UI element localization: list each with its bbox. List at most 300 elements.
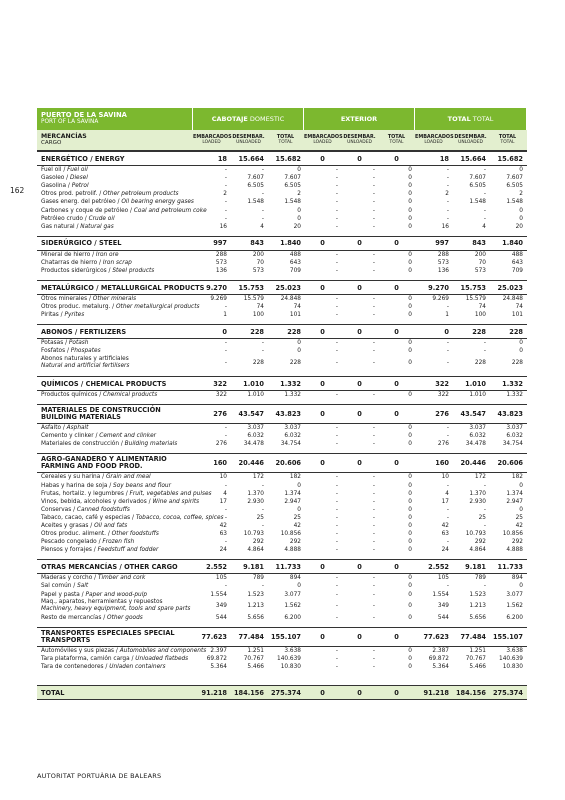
item-row (37, 432, 527, 440)
item-row (37, 582, 527, 590)
value-cell: 140.639 (277, 656, 301, 663)
value-cell: 34.478 (243, 441, 264, 448)
item-label (37, 268, 193, 274)
page-number: 162 (10, 186, 25, 195)
value-cell: 101 (289, 312, 301, 319)
value-cell: 6.505 (247, 183, 264, 190)
item-row (37, 223, 527, 231)
value-cell: 1.548 (506, 199, 523, 206)
value-cell: 1.562 (506, 603, 523, 610)
value-cell: 1.548 (284, 199, 301, 206)
value-cell: - (372, 603, 375, 610)
column-header-en: LOADED (202, 140, 221, 145)
column-header-es: TOTAL (498, 134, 517, 140)
value-cell: - (335, 207, 338, 214)
item-row (37, 538, 527, 546)
column-header-en: UNLOADED (458, 140, 483, 145)
value-cell: 0 (297, 167, 301, 174)
item-row (37, 440, 527, 448)
value-cell: 0 (519, 340, 523, 347)
item-row (37, 174, 527, 182)
item-row (37, 251, 527, 259)
value-cell: 228 (472, 327, 486, 336)
item-label-es: Chatarras de hierro / (41, 259, 103, 266)
value-cell: 228 (250, 327, 264, 336)
value-cell: 1.332 (280, 379, 301, 388)
item-label-es: Pescado congelado / (41, 539, 103, 546)
item-label-es: Gases energ. del petróleo / (41, 199, 122, 206)
value-cell: 15.682 (275, 154, 301, 163)
value-cell: 6.505 (284, 183, 301, 190)
item-label (37, 648, 207, 655)
group-exterior (304, 108, 415, 130)
value-cell: - (335, 191, 338, 198)
value-cell: - (372, 433, 375, 440)
value-cell: 0 (408, 340, 412, 347)
category-label: OTRAS MERCANCÍAS / OTHER CARGO (41, 562, 178, 571)
item-label (37, 304, 200, 311)
item-label-es: Maq., aparatos, herramientas y repuestos (41, 599, 163, 606)
value-cell: - (372, 304, 375, 311)
value-cell: 0 (408, 498, 412, 505)
value-cell: 15.664 (460, 154, 486, 163)
category-label: TRANSPORTES ESPECIALES SPECIAL TRANSPORTS (41, 629, 175, 645)
value-cell: - (224, 583, 227, 590)
item-label (37, 167, 193, 173)
item-label-en: Unladen containers (109, 664, 166, 671)
item-label (37, 547, 193, 553)
column-header-es: EMBARCADOS (304, 134, 343, 140)
item-label-en: Other metallurgical products (115, 304, 200, 311)
value-cell: 100 (474, 312, 486, 319)
value-cell: - (446, 539, 449, 546)
value-cell: 2.947 (284, 498, 301, 505)
item-label (37, 575, 193, 581)
item-label-en: Automobiles and components (119, 648, 207, 655)
column-header (452, 130, 489, 150)
item-label (37, 433, 193, 439)
value-cell: 0 (408, 433, 412, 440)
column-header-en: LOADED (424, 140, 443, 145)
column-header (230, 130, 267, 150)
value-cell: 1.562 (284, 603, 301, 610)
value-cell: 9.181 (465, 562, 486, 571)
value-cell: 16 (219, 223, 227, 230)
value-cell: 1.010 (469, 392, 486, 399)
item-label-es: Maderas y corcho / (41, 575, 98, 582)
value-cell: 5.364 (210, 664, 227, 671)
value-cell: 6.505 (506, 183, 523, 190)
value-cell: 0 (357, 239, 362, 248)
column-header-es: EMBARCADOS (193, 134, 232, 140)
item-label-es: Materiales de construcción / (41, 441, 125, 448)
value-cell: 182 (289, 474, 301, 481)
value-cell: 10.856 (280, 531, 301, 538)
value-cell: - (335, 615, 338, 622)
value-cell: 1 (223, 312, 227, 319)
value-cell: 488 (289, 251, 301, 258)
value-cell: 0 (519, 348, 523, 355)
item-label-en: Oil and fats (94, 522, 128, 529)
value-cell: - (446, 360, 449, 367)
value-cell: - (372, 223, 375, 230)
table-header (37, 108, 527, 130)
item-label-en: Building materials (124, 441, 178, 448)
item-label-en: Fuel oil (67, 167, 88, 174)
value-cell: 0 (408, 539, 412, 546)
value-cell: - (446, 304, 449, 311)
item-label-en: Diesel (69, 175, 88, 182)
column-header-es: TOTAL (387, 134, 406, 140)
item-label-en: Potash (68, 340, 89, 347)
item-label (37, 592, 193, 598)
category-row (37, 559, 527, 574)
item-label-es: Petróleo crudo / (41, 215, 89, 222)
value-cell: 70 (256, 259, 264, 266)
value-cell: 77.623 (201, 633, 227, 642)
value-cell: - (335, 259, 338, 266)
value-cell: - (335, 267, 338, 274)
item-label-en: Timber and cork (97, 575, 146, 582)
value-cell: - (446, 514, 449, 521)
value-cell: 0 (357, 154, 362, 163)
group-cabotaje (193, 108, 304, 130)
value-cell: - (335, 348, 338, 355)
value-cell: 15.579 (465, 296, 486, 303)
value-cell: 2 (223, 191, 227, 198)
item-label-es: Sal común / (41, 583, 78, 590)
value-cell: 0 (394, 688, 399, 697)
value-cell: 275.374 (492, 688, 523, 697)
item-label (37, 356, 193, 370)
value-cell: - (261, 348, 264, 355)
value-cell: 0 (408, 591, 412, 598)
value-cell: 643 (289, 259, 301, 266)
value-cell: 1.010 (465, 379, 486, 388)
value-cell: - (335, 490, 338, 497)
value-cell: 0 (408, 191, 412, 198)
value-cell: - (483, 506, 486, 513)
value-cell: 43.547 (460, 410, 486, 419)
value-cell: - (335, 506, 338, 513)
value-cell: 6.032 (284, 433, 301, 440)
value-cell: 0 (394, 633, 399, 642)
value-cell: 91.218 (423, 688, 449, 697)
value-cell: 544 (215, 615, 227, 622)
value-cell: 292 (511, 539, 523, 546)
item-label-en: Natural and artificial fertilisers (41, 363, 130, 370)
value-cell: - (335, 392, 338, 399)
value-cell: 0 (408, 531, 412, 538)
item-row (37, 599, 527, 615)
item-label-es: Resto de mercancías / (41, 615, 107, 622)
value-cell: - (372, 215, 375, 222)
value-cell: 349 (215, 603, 227, 610)
value-cell: 349 (437, 603, 449, 610)
value-cell: 7.607 (284, 175, 301, 182)
value-cell: - (261, 482, 264, 489)
item-label-es: Aceites y grasas / (41, 522, 95, 529)
item-label-en: Phospates (70, 348, 101, 355)
item-label-en: Coal and petroleum coke (133, 207, 207, 214)
value-cell: 0 (357, 379, 362, 388)
item-row (37, 473, 527, 481)
item-label (37, 224, 193, 230)
item-label-es: Piritas / (41, 312, 65, 319)
group-total (415, 108, 526, 130)
value-cell: 573 (474, 267, 486, 274)
value-cell: - (335, 167, 338, 174)
value-cell: 0 (519, 215, 523, 222)
value-cell: 0 (320, 410, 325, 419)
value-cell: - (224, 482, 227, 489)
value-cell: 6.032 (506, 433, 523, 440)
value-cell: 0 (394, 154, 399, 163)
value-cell: - (446, 175, 449, 182)
item-label (37, 474, 193, 480)
value-cell: 6.200 (506, 615, 523, 622)
item-label (37, 252, 193, 258)
value-cell: 0 (408, 664, 412, 671)
category-label: SIDERÚRGICO / STEEL (41, 239, 122, 248)
item-label (37, 664, 193, 670)
value-cell: - (224, 175, 227, 182)
item-label (37, 490, 212, 497)
item-label-en: Iron scrap (102, 259, 132, 266)
value-cell: - (446, 348, 449, 355)
value-cell: 1.251 (247, 648, 264, 655)
value-cell: 77.484 (460, 633, 486, 642)
value-cell: 2.930 (247, 498, 264, 505)
value-cell: 4.888 (284, 547, 301, 554)
column-header (193, 130, 230, 150)
item-row (37, 339, 527, 347)
value-cell: - (261, 167, 264, 174)
value-cell: 43.547 (238, 410, 264, 419)
value-cell: 184.156 (233, 688, 264, 697)
category-row (37, 280, 527, 295)
value-cell: 172 (252, 474, 264, 481)
column-header-en: UNLOADED (236, 140, 261, 145)
item-label-en: Soy beans and flour (113, 482, 171, 489)
value-cell: - (372, 167, 375, 174)
value-cell: - (335, 547, 338, 554)
value-cell: 5.364 (432, 664, 449, 671)
item-row (37, 215, 527, 223)
item-label-en: Pyrites (64, 312, 85, 319)
value-cell: 4.888 (506, 547, 523, 554)
value-cell: 0 (320, 154, 325, 163)
value-cell: 4.864 (469, 547, 486, 554)
value-cell: 17 (219, 498, 227, 505)
column-header-es: EMBARCADOS (415, 134, 454, 140)
total-label: TOTAL (447, 115, 471, 123)
value-cell: 0 (408, 648, 412, 655)
item-label-es: Otros prod. petrolif. / (41, 191, 103, 198)
value-cell: 0 (519, 506, 523, 513)
value-cell: 4.864 (247, 547, 264, 554)
value-cell: 4 (445, 490, 449, 497)
value-cell: - (224, 360, 227, 367)
value-cell: 288 (215, 251, 227, 258)
value-cell: 63 (219, 531, 227, 538)
value-cell: - (446, 433, 449, 440)
category-row (37, 151, 527, 166)
value-cell: - (372, 183, 375, 190)
item-label-es: Otros minerales / (41, 296, 93, 303)
value-cell: - (372, 498, 375, 505)
item-label-en: Unloaded flatbeds (135, 656, 189, 663)
item-label (37, 441, 193, 447)
value-cell: - (261, 340, 264, 347)
value-cell: 15.682 (497, 154, 523, 163)
item-row (37, 206, 527, 214)
total-row (37, 685, 527, 700)
value-cell: 25.023 (275, 283, 301, 292)
value-cell: 0 (408, 522, 412, 529)
item-row (37, 347, 527, 355)
item-label (37, 539, 193, 545)
item-label-es: Productos químicos / (41, 392, 104, 399)
value-cell: 63 (441, 531, 449, 538)
item-label-en: Asphalt (66, 425, 89, 432)
value-cell: 0 (357, 562, 362, 571)
value-cell: 1.251 (469, 648, 486, 655)
item-label-en: Tobacco, cocoa, coffee, spices (135, 514, 224, 521)
value-cell: 74 (256, 304, 264, 311)
item-label-en: Steel products (112, 267, 155, 274)
item-label-es: Cemento y clinker / (41, 433, 100, 440)
item-label (37, 296, 193, 302)
category-row (37, 453, 527, 473)
value-cell: 1.010 (243, 379, 264, 388)
value-cell: - (446, 207, 449, 214)
value-cell: 24 (441, 547, 449, 554)
value-cell: 1.523 (247, 591, 264, 598)
category-label: AGRO-GANADERO Y ALIMENTARIO FARMING AND FOOD PROD. (41, 455, 167, 471)
value-cell: 1.554 (210, 591, 227, 598)
column-header (378, 130, 415, 150)
column-header-en: TOTAL (278, 140, 293, 145)
value-cell: 0 (394, 239, 399, 248)
item-label-es: Tabaco, cacao, café y especias / (41, 514, 136, 521)
value-cell: 0 (408, 312, 412, 319)
value-cell: - (372, 259, 375, 266)
value-cell: - (372, 392, 375, 399)
value-cell: - (372, 490, 375, 497)
item-label-en: Grain and meal (105, 474, 151, 481)
value-cell: 1.370 (469, 490, 486, 497)
value-cell: 997 (213, 239, 227, 248)
value-cell: - (335, 656, 338, 663)
value-cell: - (483, 191, 486, 198)
value-cell: - (261, 215, 264, 222)
cargo-table (37, 108, 527, 700)
value-cell: 0 (320, 327, 325, 336)
value-cell: 34.478 (465, 441, 486, 448)
value-cell: 0 (519, 482, 523, 489)
value-cell: 20.446 (460, 459, 486, 468)
value-cell: 18 (439, 154, 449, 163)
value-cell: 0 (519, 207, 523, 214)
item-label-en: Chemical products (103, 392, 158, 399)
value-cell: - (335, 648, 338, 655)
value-cell: 105 (215, 575, 227, 582)
item-label-en: Canned foodstuffs (76, 506, 130, 513)
value-cell: 573 (215, 259, 227, 266)
value-cell: 275.374 (270, 688, 301, 697)
item-label (37, 199, 193, 205)
value-cell: 18 (217, 154, 227, 163)
value-cell: - (335, 539, 338, 546)
category-label: QUÍMICOS / CHEMICAL PRODUCTS (41, 379, 167, 388)
column-header (267, 130, 304, 150)
value-cell: 3.638 (284, 648, 301, 655)
total-sublabel: TOTAL (472, 115, 494, 123)
value-cell: - (372, 664, 375, 671)
item-row (37, 259, 527, 267)
item-row (37, 311, 527, 319)
value-cell: - (372, 531, 375, 538)
item-label-es: Habas y harina de soja / (41, 482, 114, 489)
value-cell: - (372, 656, 375, 663)
value-cell: 160 (213, 459, 227, 468)
item-label-es: Gasolina / (41, 183, 72, 190)
value-cell: 42 (219, 522, 227, 529)
item-label-es: Fosfatos / (41, 348, 71, 355)
item-label-en: Fruit, vegetables and pulses (129, 490, 212, 497)
value-cell: - (446, 506, 449, 513)
value-cell: 1.840 (280, 239, 301, 248)
value-cell: 1.213 (247, 603, 264, 610)
item-row (37, 267, 527, 275)
value-cell: 0 (320, 633, 325, 642)
value-cell: - (372, 207, 375, 214)
value-cell: 20 (515, 223, 523, 230)
value-cell: 3.037 (284, 425, 301, 432)
category-row (37, 627, 527, 647)
value-cell: - (372, 191, 375, 198)
item-label-es: Productos siderúrgicos / (41, 267, 113, 274)
value-cell: 20.606 (497, 459, 523, 468)
item-label-es: Mineral de hierro / (41, 251, 96, 258)
value-cell: 4 (482, 223, 486, 230)
item-row (37, 424, 527, 432)
item-row (37, 303, 527, 311)
value-cell: 4 (260, 223, 264, 230)
value-cell: 0 (408, 603, 412, 610)
value-cell: - (224, 348, 227, 355)
value-cell: 0 (297, 506, 301, 513)
value-cell: - (335, 575, 338, 582)
item-label-es: Abonos naturales y artificiales (41, 356, 129, 363)
value-cell: 182 (511, 474, 523, 481)
value-cell: 789 (252, 575, 264, 582)
value-cell: 0 (408, 296, 412, 303)
item-label-es: Conservas / (41, 506, 77, 513)
category-label: MATERIALES DE CONSTRUCCIÓN BUILDING MATERIALS (41, 406, 161, 422)
total-row-label: TOTAL (41, 688, 65, 697)
item-label (37, 191, 193, 197)
value-cell: 0 (320, 283, 325, 292)
value-cell: 25 (293, 514, 301, 521)
item-label-en: Paper and wood-pulp (85, 591, 148, 598)
value-cell: - (372, 199, 375, 206)
value-cell: - (335, 296, 338, 303)
value-cell: 24 (219, 547, 227, 554)
value-cell: - (483, 340, 486, 347)
item-row (37, 391, 527, 399)
